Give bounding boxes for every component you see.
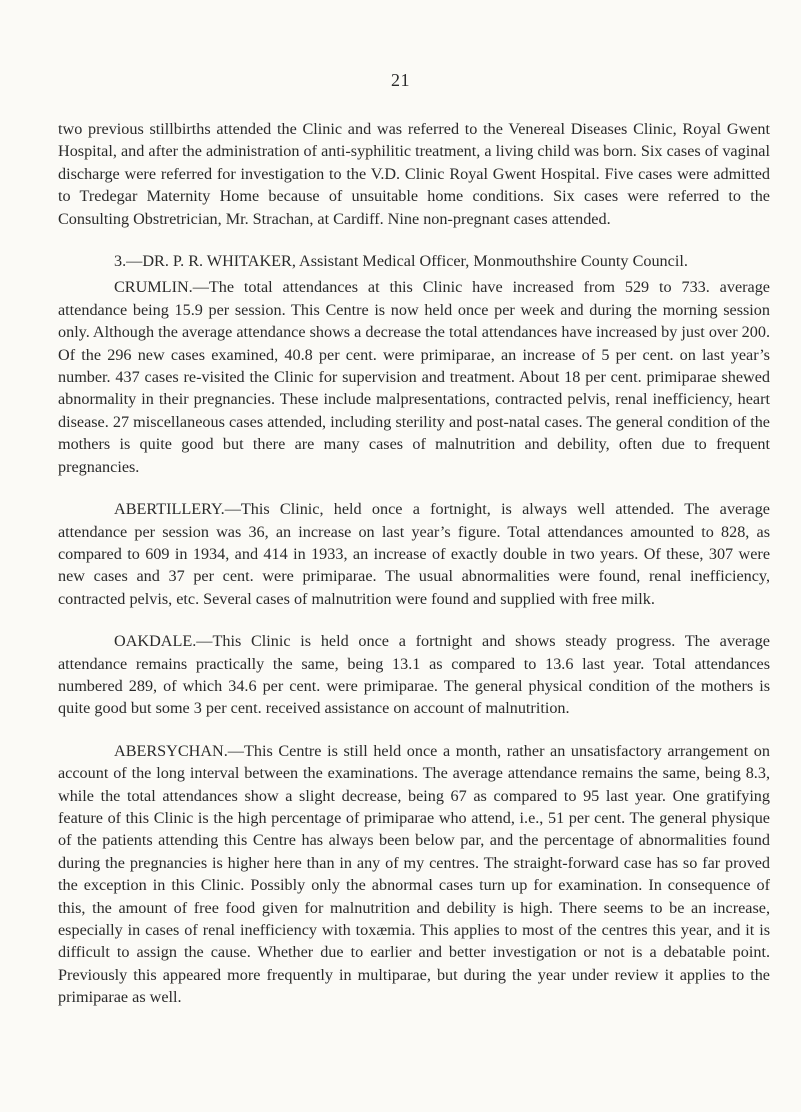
paragraph-abersychan: ABERSYCHAN.—This Centre is still held once a month, rather an unsatisfactory arrangement on account of the long interval between the examinations. The average attendance remains the same, being 8.3, while the total attendances show a slight decrease, being 67 as compared to 95 last year. One gratifying feature of this Clinic is the high percentage of primiparae who attend, i.e., 51 per cent. The general physique of the patients attending this Centre has always been below par, and the percentage of abnormalities found during the pregnancies is higher here than in any of my centres. The straight-forward case has so far proved the exception in this Clinic. Possibly only the abnormal cases turn up for examination. In consequence of this, the amount of free food given for malnutrition and debility is high. There seems to be an increase, especially in cases of renal inefficiency with toxæmia. This applies to most of the centres this year, and it is difficult to assign the cause. Whether due to earlier and better investigation or not is a debatable point. Previously this appeared more frequently in multiparae, but during the year under review it applies to the primiparae as well. xyxy=(58,741,770,1007)
paragraph-abertillery: ABERTILLERY.—This Clinic, held once a fortnight, is always well attended. The average attendance per session was 36, an increase on last year’s figure. Total attendances amounted to 828, as compared to 609 in 1934, and 414 in 1933, an increase of exactly double in two years. Of these, 307 were new cases and 37 per cent. were primiparae. The usual abnormalities were found, renal inefficiency, contracted pelvis, etc. Several cases of malnutrition were found and supplied with free milk. xyxy=(58,500,770,608)
paragraph-crumlin: CRUMLIN.—The total attendances at this Clinic have increased from 529 to 733. average attendance being 15.9 per session. This Centre is now held once per week and during the morning session only. Although the average attendance shows a decrease the total attendances have increased by just over 200. Of the 296 new cases examined, 40.8 per cent. were primiparae, an increase of 5 per cent. on last year’s number. 437 cases re-visited the Clinic for supervision and treatment. About 18 per cent. primiparae shewed abnormality in their pregnancies. These include malpresentations, contracted pelvis, renal inefficiency, heart disease. 27 miscellaneous cases attended, including sterility and post-natal cases. The general condition of the mothers is quite good but there are many cases of malnutrition and debility, often due to frequent pregnancies. xyxy=(58,278,770,476)
section-heading: 3.—DR. P. R. WHITAKER, Assistant Medical Officer, Monmouthshire County Council. xyxy=(114,252,688,271)
report-body xyxy=(58,118,770,1029)
paragraph-oakdale: OAKDALE.—This Clinic is held once a fortnight and shows steady progress. The average attendance remains practically the same, being 13.1 as compared to 13.6 last year. Total attendances numbered 289, of which 34.6 per cent. were primiparae. The general physical condition of the mothers is quite good but some 3 per cent. received assistance on account of malnutrition. xyxy=(58,632,770,718)
paragraph-continuation: two previous stillbirths attended the Clinic and was referred to the Venereal Diseases Clinic, Royal Gwent Hospital, and after the administration of anti-syphilitic treatment, a living child was born. Six cases of vaginal discharge were referred for investigation to the V.D. Clinic Royal Gwent Hospital. Five cases were admitted to Tredegar Maternity Home because of unsuitable home conditions. Six cases were referred to the Consulting Obstretrician, Mr. Strachan, at Cardiff. Nine non-pregnant cases attended. xyxy=(58,120,770,228)
page-number: 21 xyxy=(391,70,410,90)
